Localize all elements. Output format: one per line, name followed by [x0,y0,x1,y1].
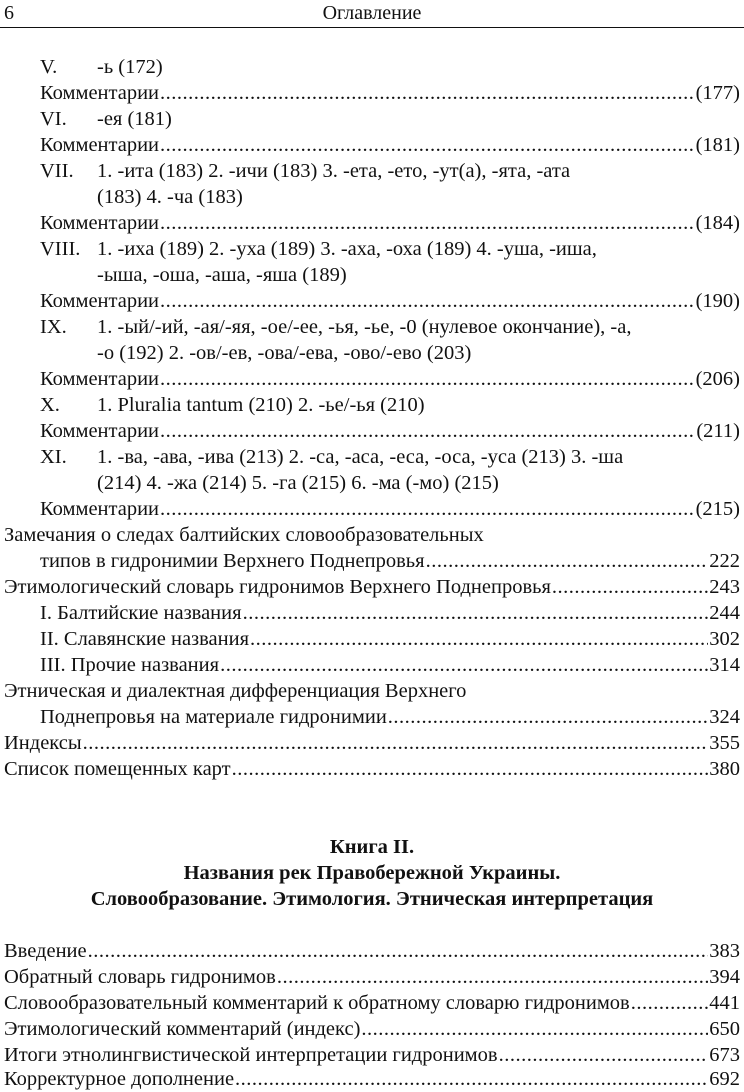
section-number: VI. [40,108,67,130]
toc-entry-comments-vii[interactable]: Комментарии ..... (184) [40,210,740,236]
section-vii-cont [0,184,744,210]
toc-entry-baltic-remarks[interactable]: типов в гидронимии Верхнего Поднепровья ..... 222 [40,548,740,574]
section-xi-cont [0,470,744,496]
section-text: 1. Pluralia tantum (210) 2. -ье/-ья (210) [97,394,425,416]
toc-entry-etymological-dictionary[interactable]: Этимологический словарь гидронимов Верхнего Поднепровья ..... 243 [4,574,740,600]
section-text: 1. -иха (189) 2. -уха (189) 3. -аха, -оха (189) 4. -уша, -иша, [97,238,597,260]
toc-entry-etymological-commentary[interactable]: Этимологический комментарий (индекс) ..... 650 [4,1016,740,1042]
section-viii [0,236,744,262]
running-title: Оглавление [322,2,422,24]
header-rule [0,27,744,28]
toc-entry-ethnic-diff-line1: Этническая и диалектная дифференциация Верхнего [4,680,467,702]
section-xi [0,444,744,470]
toc-entry-comments-xi[interactable]: Комментарии ..... (215) [40,496,740,522]
toc-entry-indexes[interactable]: Индексы ..... 355 [4,730,740,756]
toc-entry-baltic-names[interactable]: I. Балтийские названия ..... 244 [40,600,740,626]
page-header [0,0,744,28]
toc-entry-ethnic-differentiation[interactable]: Поднепровья на материале гидронимии ..... 324 [40,704,740,730]
toc-entry-word-formation-commentary[interactable]: Словообразовательный комментарий к обратному словарю гидронимов ..... 441 [4,990,740,1016]
section-number: V. [40,56,58,78]
section-x [0,392,744,418]
section-vii [0,158,744,184]
section-number: X. [40,394,60,416]
toc-entry-comments-viii[interactable]: Комментарии ..... (190) [40,288,740,314]
section-text: -ея (181) [97,108,172,130]
toc-entry-baltic-remarks-line1: Замечания о следах балтийских словообразовательных [4,524,484,546]
section-viii-cont [0,262,744,288]
toc-entry-proofreading-addendum[interactable]: Корректурное дополнение ..... 692 [4,1066,740,1092]
section-text: 1. -ита (183) 2. -ичи (183) 3. -ета, -ето, -ут(а), -ята, -ата [97,160,571,182]
section-ix [0,314,744,340]
toc-entry-other-names[interactable]: III. Прочие названия ..... 314 [40,652,740,678]
section-text: (183) 4. -ча (183) [97,186,243,208]
section-ix-cont [0,340,744,366]
toc-entry-comments-ix[interactable]: Комментарии ..... (206) [40,366,740,392]
section-vi [0,106,744,132]
section-v [0,54,744,80]
toc-entry-comments-vi[interactable]: Комментарии ..... (181) [40,132,740,158]
section-text: 1. -ый/-ий, -ая/-яя, -ое/-ее, -ья, -ье, -0 (нулевое окончание), -а, [97,316,632,338]
book-heading: Книга II. [329,836,415,858]
book-title: Названия рек Правобережной Украины. [183,862,561,884]
toc-entry-comments-x[interactable]: Комментарии ..... (211) [40,418,740,444]
section-number: VII. [40,160,74,182]
section-text: (214) 4. -жа (214) 5. -га (215) 6. -ма (-мо) (215) [97,472,499,494]
toc-entry-results[interactable]: Итоги этнолингвистической интерпретации гидронимов ..... 673 [4,1042,740,1068]
section-number: XI. [40,446,67,468]
toc-entry-comments-v[interactable]: Комментарии ..... (177) [40,80,740,106]
book-subtitle: Словообразование. Этимология. Этническая интерпретация [90,888,654,910]
toc-entry-maps-list[interactable]: Список помещенных карт ..... 380 [4,756,740,782]
section-text: -ыша, -оша, -аша, -яша (189) [97,264,347,286]
toc-entry-reverse-dictionary[interactable]: Обратный словарь гидронимов ..... 394 [4,964,740,990]
section-number: IX. [40,316,67,338]
section-text: -о (192) 2. -ов/-ев, -ова/-ева, -ово/-ево (203) [97,342,472,364]
section-text: 1. -ва, -ава, -ива (213) 2. -са, -аса, -еса, -оса, -уса (213) 3. -ша [97,446,624,468]
toc-entry-introduction[interactable]: Введение ..... 383 [4,938,740,964]
section-text: -ь (172) [97,56,163,78]
page-number: 6 [4,2,14,24]
section-number: VIII. [40,238,81,260]
toc-entry-slavic-names[interactable]: II. Славянские названия ..... 302 [40,626,740,652]
